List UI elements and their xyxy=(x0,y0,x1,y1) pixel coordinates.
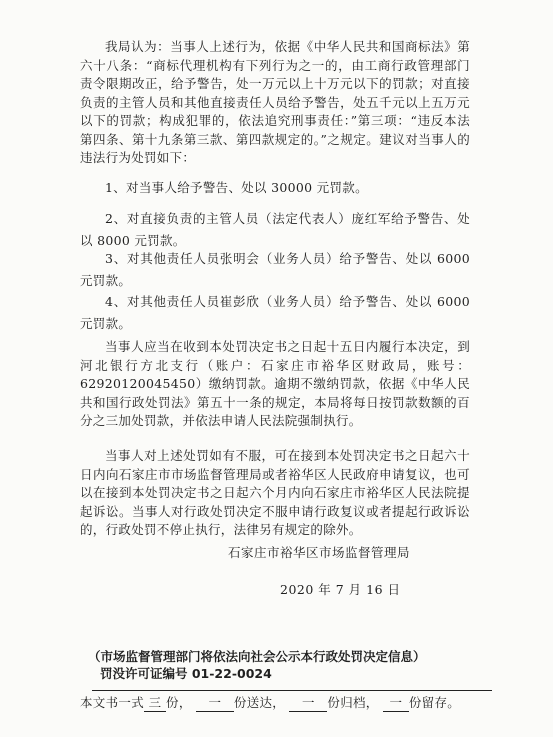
penalty-item-1: 1、对当事人给予警告、处以 30000 元罚款。 xyxy=(105,180,368,195)
footer-prefix: 本文书一式 xyxy=(80,695,145,710)
footer-divider xyxy=(92,690,492,691)
penalty-item-4: 4、对其他责任人员崔彭欣（业务人员）给予警告、处以 6000 元罚款。 xyxy=(80,294,470,331)
served-count: 一 xyxy=(196,693,234,712)
public-notice-text: （市场监督管理部门将依法向社会公示本行政处罚决定信息） xyxy=(88,649,426,664)
public-notice xyxy=(88,648,498,682)
permit-number: 罚没许可证编号 01-22-0024 xyxy=(100,666,272,681)
penalty-item-2: 2、对直接负责的主管人员（法定代表人）庞红军给予警告、处以 8000 元罚款。 xyxy=(80,211,470,248)
penalty-item-3: 3、对其他责任人员张明会（业务人员）给予警告、处以 6000 元罚款。 xyxy=(80,251,470,288)
footer-text: 份送达， xyxy=(233,695,286,710)
retained-count: 一 xyxy=(383,693,409,712)
footer-text: 份， xyxy=(166,695,192,710)
intro-paragraph: 我局认为：当事人上述行为，依据《中华人民共和国商标法》第六十八条：“商标代理机构有下列行为之一的，由工商行政管理部门责令限期改正，给予警告，处一万元以上十万元以下的罚款；对直接负责的主管人员和其他直接责任人员给予警告，处五千元以上五万元以下的罚款；构成犯罪的，依法追究刑事责任：”第三项：“违反本法第四条、第十九条第三款、第四款规定的。”之规定。建议对当事人的违法行为处罚如下： xyxy=(80,39,470,165)
copies-footer xyxy=(80,693,520,712)
copies-count: 三 xyxy=(144,693,166,712)
footer-text: 份留存。 xyxy=(408,695,461,710)
footer-text: 份归档， xyxy=(327,695,379,710)
appeal-paragraph: 当事人对上述处罚如有不服，可在接到本处罚决定书之日起六十日内向石家庄市市场监督管理局或者裕华区人民政府申请复议，也可以在接到本处罚决定书之日起六个月内向石家庄市裕华区人民法院提起诉讼。当事人对行政处罚决定不服申请行政复议或者提起行政诉讼的，行政处罚不停止执行，法律另有规定的除外。 xyxy=(80,448,470,537)
archived-count: 一 xyxy=(289,693,327,712)
issuing-authority: 石家庄市裕华区市场监督管理局 xyxy=(228,545,411,560)
issue-date: 2020 年 7 月 16 日 xyxy=(280,582,401,597)
payment-paragraph: 当事人应当在收到本处罚决定书之日起十五日内履行本决定，到河北银行方北支行（账户：石家庄市裕华区财政局，账号：62920120045450）缴纳罚款。逾期不缴纳罚款，依据《中华人民共和国行政处罚法》第五十一条的规定，本局将每日按罚款数额的百分之三加处罚款，并依法申请人民法院强制执行。 xyxy=(80,339,470,428)
